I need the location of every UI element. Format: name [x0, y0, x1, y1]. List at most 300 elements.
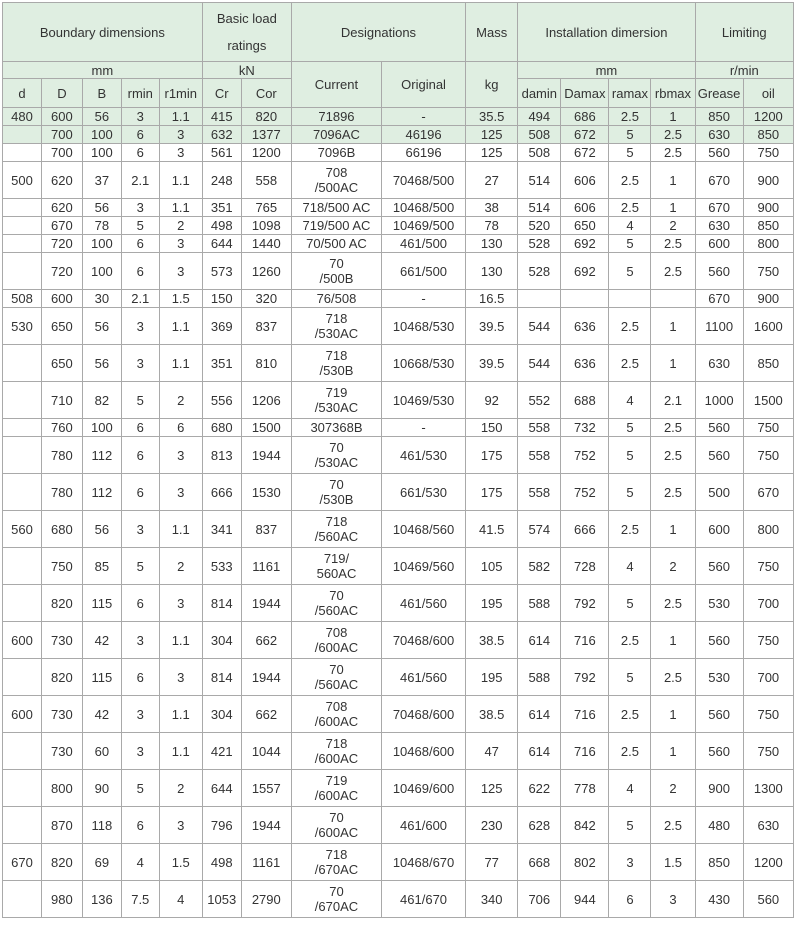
table-row — [3, 382, 794, 419]
cell-d: 508 — [3, 290, 42, 308]
cell-damax: 650 — [561, 217, 609, 235]
cell-b: 37 — [82, 162, 121, 199]
cell-ramax: 4 — [609, 770, 651, 807]
cell-rmin: 5 — [121, 548, 159, 585]
cell-grease: 560 — [695, 144, 743, 162]
cell-b: 85 — [82, 548, 121, 585]
cell-grease: 900 — [695, 770, 743, 807]
cell-original: 461/500 — [382, 235, 466, 253]
cell-original: 70468/600 — [382, 696, 466, 733]
cell-current: 718/500 AC — [291, 199, 381, 217]
cell-b: 115 — [82, 585, 121, 622]
cell-mass: 27 — [466, 162, 518, 199]
cell-rmin: 5 — [121, 770, 159, 807]
cell-grease: 530 — [695, 585, 743, 622]
cell-d: 820 — [41, 844, 82, 881]
cell-grease: 670 — [695, 199, 743, 217]
cell-damax: 732 — [561, 419, 609, 437]
cell-current: 719 /530AC — [291, 382, 381, 419]
col-r1min: r1min — [159, 79, 202, 108]
cell-b: 56 — [82, 308, 121, 345]
cell-b: 100 — [82, 126, 121, 144]
cell-damax: 792 — [561, 659, 609, 696]
cell-cor: 1440 — [241, 235, 291, 253]
cell-original: 70468/500 — [382, 162, 466, 199]
cell-r1min: 3 — [159, 144, 202, 162]
cell-d: 600 — [3, 696, 42, 733]
cell-cor: 810 — [241, 345, 291, 382]
table-row — [3, 308, 794, 345]
cell-original: 10469/530 — [382, 382, 466, 419]
cell-d — [3, 126, 42, 144]
cell-current: 718 /530AC — [291, 308, 381, 345]
cell-rmin: 6 — [121, 126, 159, 144]
cell-cor: 1557 — [241, 770, 291, 807]
table-row — [3, 511, 794, 548]
cell-ramax: 2.5 — [609, 696, 651, 733]
cell-ramax: 4 — [609, 382, 651, 419]
cell-original: - — [382, 419, 466, 437]
cell-grease: 560 — [695, 548, 743, 585]
cell-oil: 850 — [743, 126, 793, 144]
cell-damin: 558 — [518, 474, 561, 511]
cell-r1min: 3 — [159, 474, 202, 511]
cell-ramax: 5 — [609, 437, 651, 474]
cell-b: 100 — [82, 144, 121, 162]
cell-d: 620 — [41, 162, 82, 199]
cell-b: 56 — [82, 199, 121, 217]
cell-current: 70 /560AC — [291, 585, 381, 622]
cell-d: 710 — [41, 382, 82, 419]
cell-damax: 636 — [561, 308, 609, 345]
cell-damin: 544 — [518, 345, 561, 382]
cell-b: 56 — [82, 345, 121, 382]
cell-r1min: 1.1 — [159, 108, 202, 126]
cell-current: 718 /560AC — [291, 511, 381, 548]
cell-original: 461/670 — [382, 881, 466, 918]
cell-damin: 574 — [518, 511, 561, 548]
cell-cor: 1944 — [241, 437, 291, 474]
cell-ramax: 5 — [609, 144, 651, 162]
cell-current: 70 /560AC — [291, 659, 381, 696]
cell-ramax: 4 — [609, 217, 651, 235]
cell-cor: 1161 — [241, 548, 291, 585]
cell-rmin: 3 — [121, 622, 159, 659]
cell-ramax: 2.5 — [609, 733, 651, 770]
cell-rmin: 6 — [121, 437, 159, 474]
cell-current: 7096B — [291, 144, 381, 162]
cell-grease: 500 — [695, 474, 743, 511]
cell-rbmax: 2.1 — [651, 382, 695, 419]
cell-b: 42 — [82, 622, 121, 659]
cell-r1min: 4 — [159, 881, 202, 918]
table-body — [3, 108, 794, 918]
cell-oil: 700 — [743, 659, 793, 696]
table-row — [3, 881, 794, 918]
header-designations: Designations — [291, 3, 465, 62]
cell-cor: 1098 — [241, 217, 291, 235]
cell-original: 10468/560 — [382, 511, 466, 548]
cell-rbmax: 1 — [651, 511, 695, 548]
cell-ramax — [609, 290, 651, 308]
cell-damax: 606 — [561, 199, 609, 217]
cell-mass: 38.5 — [466, 696, 518, 733]
cell-d: 670 — [41, 217, 82, 235]
bearing-spec-table — [2, 2, 794, 918]
cell-damin: 494 — [518, 108, 561, 126]
cell-mass: 175 — [466, 437, 518, 474]
table-row — [3, 474, 794, 511]
cell-cor: 1044 — [241, 733, 291, 770]
cell-d: 730 — [41, 696, 82, 733]
cell-damin — [518, 290, 561, 308]
cell-mass: 230 — [466, 807, 518, 844]
col-original: Original — [382, 62, 466, 108]
cell-cor: 558 — [241, 162, 291, 199]
cell-rbmax: 1 — [651, 199, 695, 217]
cell-r1min: 1.1 — [159, 511, 202, 548]
cell-grease: 560 — [695, 733, 743, 770]
cell-cr: 556 — [202, 382, 241, 419]
cell-d: 480 — [3, 108, 42, 126]
cell-damin: 528 — [518, 235, 561, 253]
cell-mass: 47 — [466, 733, 518, 770]
cell-d: 670 — [3, 844, 42, 881]
cell-cor: 1206 — [241, 382, 291, 419]
cell-damax: 752 — [561, 474, 609, 511]
cell-damax: 688 — [561, 382, 609, 419]
cell-damax: 792 — [561, 585, 609, 622]
cell-damax: 636 — [561, 345, 609, 382]
cell-rmin: 6 — [121, 807, 159, 844]
cell-mass: 105 — [466, 548, 518, 585]
table-row — [3, 622, 794, 659]
cell-current: 70/500 AC — [291, 235, 381, 253]
cell-ramax: 4 — [609, 548, 651, 585]
cell-rmin: 6 — [121, 474, 159, 511]
cell-current: 708 /600AC — [291, 696, 381, 733]
cell-rbmax: 2.5 — [651, 474, 695, 511]
unit-install: mm — [518, 62, 695, 79]
table-row — [3, 807, 794, 844]
table-row — [3, 585, 794, 622]
cell-b: 100 — [82, 235, 121, 253]
cell-r1min: 6 — [159, 419, 202, 437]
cell-rmin: 3 — [121, 733, 159, 770]
cell-ramax: 3 — [609, 844, 651, 881]
cell-ramax: 5 — [609, 807, 651, 844]
cell-grease: 670 — [695, 162, 743, 199]
table-row — [3, 733, 794, 770]
cell-damax: 728 — [561, 548, 609, 585]
cell-d: 730 — [41, 733, 82, 770]
cell-damin: 508 — [518, 126, 561, 144]
cell-original: - — [382, 108, 466, 126]
cell-cr: 415 — [202, 108, 241, 126]
cell-b: 112 — [82, 437, 121, 474]
cell-damin: 622 — [518, 770, 561, 807]
cell-b: 56 — [82, 511, 121, 548]
cell-current: 71896 — [291, 108, 381, 126]
cell-d: 800 — [41, 770, 82, 807]
table-row — [3, 108, 794, 126]
cell-current: 718 /600AC — [291, 733, 381, 770]
cell-b: 56 — [82, 108, 121, 126]
cell-d — [3, 345, 42, 382]
cell-original: 10668/530 — [382, 345, 466, 382]
cell-rmin: 5 — [121, 217, 159, 235]
cell-mass: 125 — [466, 144, 518, 162]
cell-d: 780 — [41, 437, 82, 474]
cell-original: 661/500 — [382, 253, 466, 290]
cell-d — [3, 807, 42, 844]
cell-mass: 92 — [466, 382, 518, 419]
cell-cor: 1530 — [241, 474, 291, 511]
cell-original: 461/600 — [382, 807, 466, 844]
cell-rmin: 5 — [121, 382, 159, 419]
cell-rmin: 3 — [121, 199, 159, 217]
cell-mass: 77 — [466, 844, 518, 881]
table-row — [3, 162, 794, 199]
cell-grease: 530 — [695, 659, 743, 696]
col-Cor: Cor — [241, 79, 291, 108]
cell-d — [3, 144, 42, 162]
cell-ramax: 2.5 — [609, 199, 651, 217]
cell-damax: 716 — [561, 622, 609, 659]
cell-oil: 1300 — [743, 770, 793, 807]
cell-grease: 560 — [695, 696, 743, 733]
cell-grease: 1000 — [695, 382, 743, 419]
cell-rmin: 6 — [121, 659, 159, 696]
cell-oil: 900 — [743, 290, 793, 308]
cell-r1min: 1.1 — [159, 622, 202, 659]
cell-b: 112 — [82, 474, 121, 511]
cell-oil: 750 — [743, 548, 793, 585]
col-rbmax: rbmax — [651, 79, 695, 108]
cell-d: 780 — [41, 474, 82, 511]
cell-b: 90 — [82, 770, 121, 807]
cell-d: 730 — [41, 622, 82, 659]
cell-grease: 850 — [695, 108, 743, 126]
cell-rbmax: 2.5 — [651, 419, 695, 437]
table-row — [3, 659, 794, 696]
cell-d — [3, 437, 42, 474]
cell-oil: 1200 — [743, 108, 793, 126]
cell-grease: 1100 — [695, 308, 743, 345]
cell-mass: 39.5 — [466, 308, 518, 345]
cell-ramax: 2.5 — [609, 108, 651, 126]
cell-ramax: 5 — [609, 419, 651, 437]
cell-grease: 600 — [695, 235, 743, 253]
cell-ramax: 5 — [609, 474, 651, 511]
cell-rbmax — [651, 290, 695, 308]
table-row — [3, 253, 794, 290]
header-boundary-dimensions: Boundary dimensions — [3, 3, 203, 62]
cell-oil: 800 — [743, 511, 793, 548]
cell-grease: 850 — [695, 844, 743, 881]
cell-grease: 670 — [695, 290, 743, 308]
cell-original: 10469/560 — [382, 548, 466, 585]
cell-oil: 900 — [743, 162, 793, 199]
cell-rbmax: 2.5 — [651, 235, 695, 253]
table-header — [3, 3, 794, 108]
cell-b: 115 — [82, 659, 121, 696]
cell-cr: 573 — [202, 253, 241, 290]
cell-original: 10469/500 — [382, 217, 466, 235]
cell-damax: 842 — [561, 807, 609, 844]
cell-rbmax: 2.5 — [651, 126, 695, 144]
cell-original: 66196 — [382, 144, 466, 162]
cell-r1min: 1.1 — [159, 199, 202, 217]
cell-d — [3, 217, 42, 235]
cell-current: 708 /600AC — [291, 622, 381, 659]
cell-damax: 672 — [561, 144, 609, 162]
cell-current: 70 /530B — [291, 474, 381, 511]
cell-ramax: 5 — [609, 659, 651, 696]
table-row — [3, 199, 794, 217]
cell-cor: 1500 — [241, 419, 291, 437]
cell-mass: 150 — [466, 419, 518, 437]
cell-oil: 750 — [743, 696, 793, 733]
cell-oil: 700 — [743, 585, 793, 622]
cell-rmin: 3 — [121, 108, 159, 126]
cell-d: 760 — [41, 419, 82, 437]
cell-damax: 692 — [561, 235, 609, 253]
cell-original: 10469/600 — [382, 770, 466, 807]
header-mass: Mass — [466, 3, 518, 62]
cell-d: 560 — [3, 511, 42, 548]
cell-cor: 1161 — [241, 844, 291, 881]
cell-damin: 614 — [518, 622, 561, 659]
cell-rbmax: 3 — [651, 881, 695, 918]
cell-mass: 38.5 — [466, 622, 518, 659]
cell-ramax: 5 — [609, 235, 651, 253]
cell-r1min: 3 — [159, 253, 202, 290]
cell-cor: 837 — [241, 308, 291, 345]
cell-damin: 514 — [518, 162, 561, 199]
cell-r1min: 1.1 — [159, 162, 202, 199]
cell-original: 10468/530 — [382, 308, 466, 345]
table-row — [3, 548, 794, 585]
cell-oil: 670 — [743, 474, 793, 511]
cell-damin: 588 — [518, 659, 561, 696]
cell-cor: 1377 — [241, 126, 291, 144]
cell-damin: 558 — [518, 419, 561, 437]
cell-cr: 814 — [202, 585, 241, 622]
cell-damax: 692 — [561, 253, 609, 290]
cell-rmin: 6 — [121, 253, 159, 290]
table-row — [3, 217, 794, 235]
cell-d — [3, 881, 42, 918]
col-Damax: Damax — [561, 79, 609, 108]
cell-rbmax: 2.5 — [651, 807, 695, 844]
cell-cor: 1260 — [241, 253, 291, 290]
col-grease: Grease — [695, 79, 743, 108]
unit-mass: kg — [466, 62, 518, 108]
cell-original: 46196 — [382, 126, 466, 144]
cell-d: 650 — [41, 345, 82, 382]
cell-current: 70 /530AC — [291, 437, 381, 474]
table-row — [3, 290, 794, 308]
cell-original: 10468/600 — [382, 733, 466, 770]
cell-d: 600 — [3, 622, 42, 659]
cell-ramax: 6 — [609, 881, 651, 918]
cell-ramax: 2.5 — [609, 622, 651, 659]
cell-damax: 778 — [561, 770, 609, 807]
cell-grease: 480 — [695, 807, 743, 844]
cell-d: 720 — [41, 235, 82, 253]
cell-d — [3, 548, 42, 585]
cell-cr: 680 — [202, 419, 241, 437]
cell-rbmax: 1 — [651, 733, 695, 770]
cell-rbmax: 2 — [651, 548, 695, 585]
cell-rbmax: 2.5 — [651, 585, 695, 622]
cell-cr: 814 — [202, 659, 241, 696]
cell-ramax: 5 — [609, 585, 651, 622]
cell-rbmax: 1 — [651, 345, 695, 382]
cell-cor: 820 — [241, 108, 291, 126]
cell-b: 100 — [82, 419, 121, 437]
cell-d: 720 — [41, 253, 82, 290]
cell-d: 650 — [41, 308, 82, 345]
cell-cor: 1944 — [241, 807, 291, 844]
cell-current: 719/500 AC — [291, 217, 381, 235]
cell-rbmax: 2.5 — [651, 253, 695, 290]
unit-load: kN — [202, 62, 291, 79]
cell-d — [3, 199, 42, 217]
cell-current: 719/ 560AC — [291, 548, 381, 585]
cell-original: - — [382, 290, 466, 308]
cell-oil: 850 — [743, 217, 793, 235]
cell-d: 680 — [41, 511, 82, 548]
table-row — [3, 144, 794, 162]
cell-d — [3, 382, 42, 419]
col-B: B — [82, 79, 121, 108]
cell-damax: 606 — [561, 162, 609, 199]
cell-rbmax: 1 — [651, 162, 695, 199]
cell-grease: 560 — [695, 419, 743, 437]
cell-ramax: 2.5 — [609, 162, 651, 199]
cell-r1min: 2 — [159, 548, 202, 585]
cell-oil: 750 — [743, 144, 793, 162]
cell-rmin: 6 — [121, 419, 159, 437]
cell-rmin: 6 — [121, 235, 159, 253]
cell-original: 70468/600 — [382, 622, 466, 659]
cell-cor: 662 — [241, 696, 291, 733]
cell-mass: 41.5 — [466, 511, 518, 548]
cell-b: 69 — [82, 844, 121, 881]
cell-b: 118 — [82, 807, 121, 844]
cell-r1min: 3 — [159, 235, 202, 253]
cell-cr: 248 — [202, 162, 241, 199]
cell-damax: 716 — [561, 733, 609, 770]
cell-cr: 632 — [202, 126, 241, 144]
cell-rbmax: 1.5 — [651, 844, 695, 881]
col-rmin: rmin — [121, 79, 159, 108]
cell-damax: 686 — [561, 108, 609, 126]
cell-d: 980 — [41, 881, 82, 918]
cell-damin: 668 — [518, 844, 561, 881]
cell-grease: 560 — [695, 253, 743, 290]
cell-ramax: 5 — [609, 126, 651, 144]
cell-r1min: 3 — [159, 659, 202, 696]
cell-cr: 150 — [202, 290, 241, 308]
cell-damax: 666 — [561, 511, 609, 548]
cell-current: 70 /670AC — [291, 881, 381, 918]
cell-rbmax: 2.5 — [651, 144, 695, 162]
cell-rmin: 3 — [121, 308, 159, 345]
cell-damin: 582 — [518, 548, 561, 585]
